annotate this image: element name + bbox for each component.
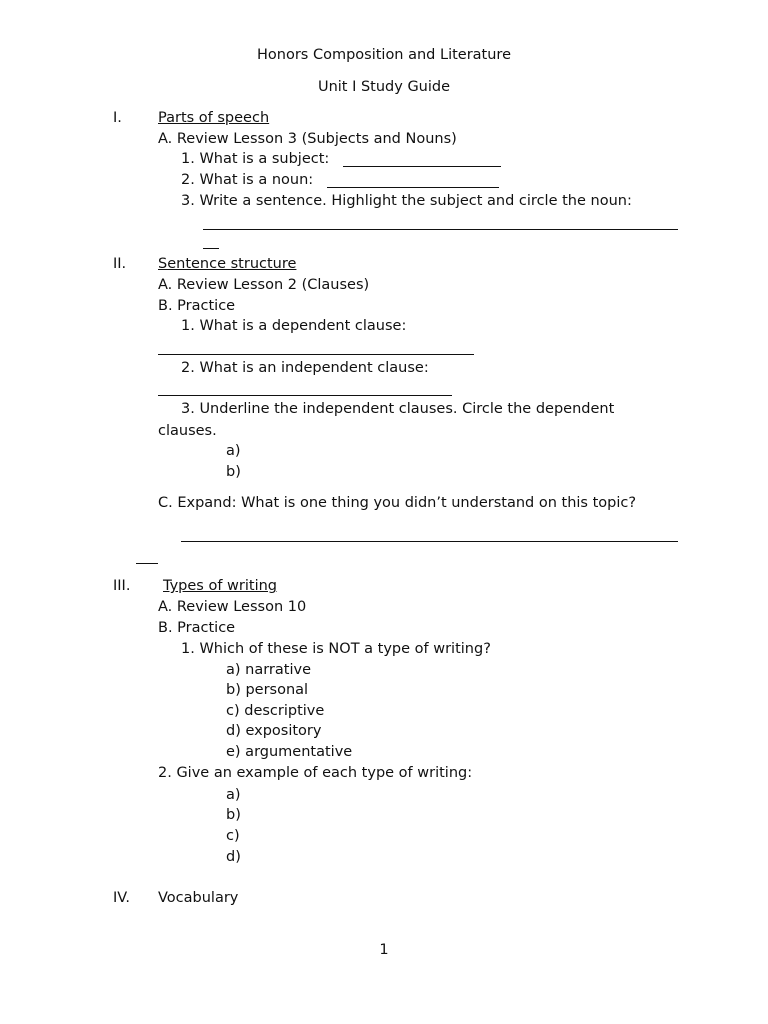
guide-title: Unit I Study Guide — [317, 79, 451, 95]
section-3-item-b: B. Practice — [158, 620, 236, 636]
section-3-item-a: A. Review Lesson 10 — [158, 599, 307, 615]
section-2-question-2: 2. What is an independent clause: — [181, 360, 429, 376]
choice-item: e) argumentative — [226, 744, 353, 760]
section-2-question-3: 3. Underline the independent clauses. Circle the dependent — [181, 401, 615, 417]
answer-line — [181, 541, 678, 542]
blank-item: a) — [226, 787, 241, 803]
section-2-item-b: B. Practice — [158, 298, 236, 314]
choice-item: c) descriptive — [226, 703, 325, 719]
answer-line — [343, 166, 501, 167]
section-2-title: Sentence structure — [158, 256, 297, 272]
blank-item: b) — [226, 807, 241, 823]
section-1-question-1: 1. What is a subject: — [181, 151, 330, 167]
section-3-question-2: 2. Give an example of each type of writing: — [158, 765, 473, 781]
section-3-title: Types of writing — [163, 578, 278, 594]
answer-line — [136, 563, 158, 564]
section-2-option-a: a) — [226, 443, 241, 459]
blank-item: c) — [226, 828, 240, 844]
blank-item: d) — [226, 849, 241, 865]
section-2-item-a: A. Review Lesson 2 (Clauses) — [158, 277, 370, 293]
section-1-title: Parts of speech — [158, 110, 270, 126]
section-1-question-2: 2. What is a noun: — [181, 172, 314, 188]
section-4-number: IV. — [113, 890, 130, 906]
answer-line — [158, 395, 452, 396]
course-title: Honors Composition and Literature — [256, 47, 511, 63]
choice-item: b) personal — [226, 682, 309, 698]
section-2-item-c: C. Expand: What is one thing you didn’t understand on this topic? — [158, 495, 637, 511]
answer-line — [158, 354, 474, 355]
section-4-title: Vocabulary — [158, 890, 239, 906]
section-1-question-3: 3. Write a sentence. Highlight the subject and circle the noun: — [181, 193, 632, 209]
page-number: 1 — [379, 942, 389, 958]
section-2-question-3-cont: clauses. — [158, 423, 217, 439]
answer-line — [203, 248, 219, 249]
section-2-option-b: b) — [226, 464, 241, 480]
choice-item: a) narrative — [226, 662, 311, 678]
answer-line — [327, 187, 499, 188]
choice-item: d) expository — [226, 723, 322, 739]
section-2-question-1: 1. What is a dependent clause: — [181, 318, 407, 334]
answer-line — [203, 229, 678, 230]
section-3-number: III. — [113, 578, 131, 594]
section-1-item-a: A. Review Lesson 3 (Subjects and Nouns) — [158, 131, 457, 147]
section-1-number: I. — [113, 110, 122, 126]
section-3-question-1: 1. Which of these is NOT a type of writing? — [181, 641, 491, 657]
section-2-number: II. — [113, 256, 127, 272]
